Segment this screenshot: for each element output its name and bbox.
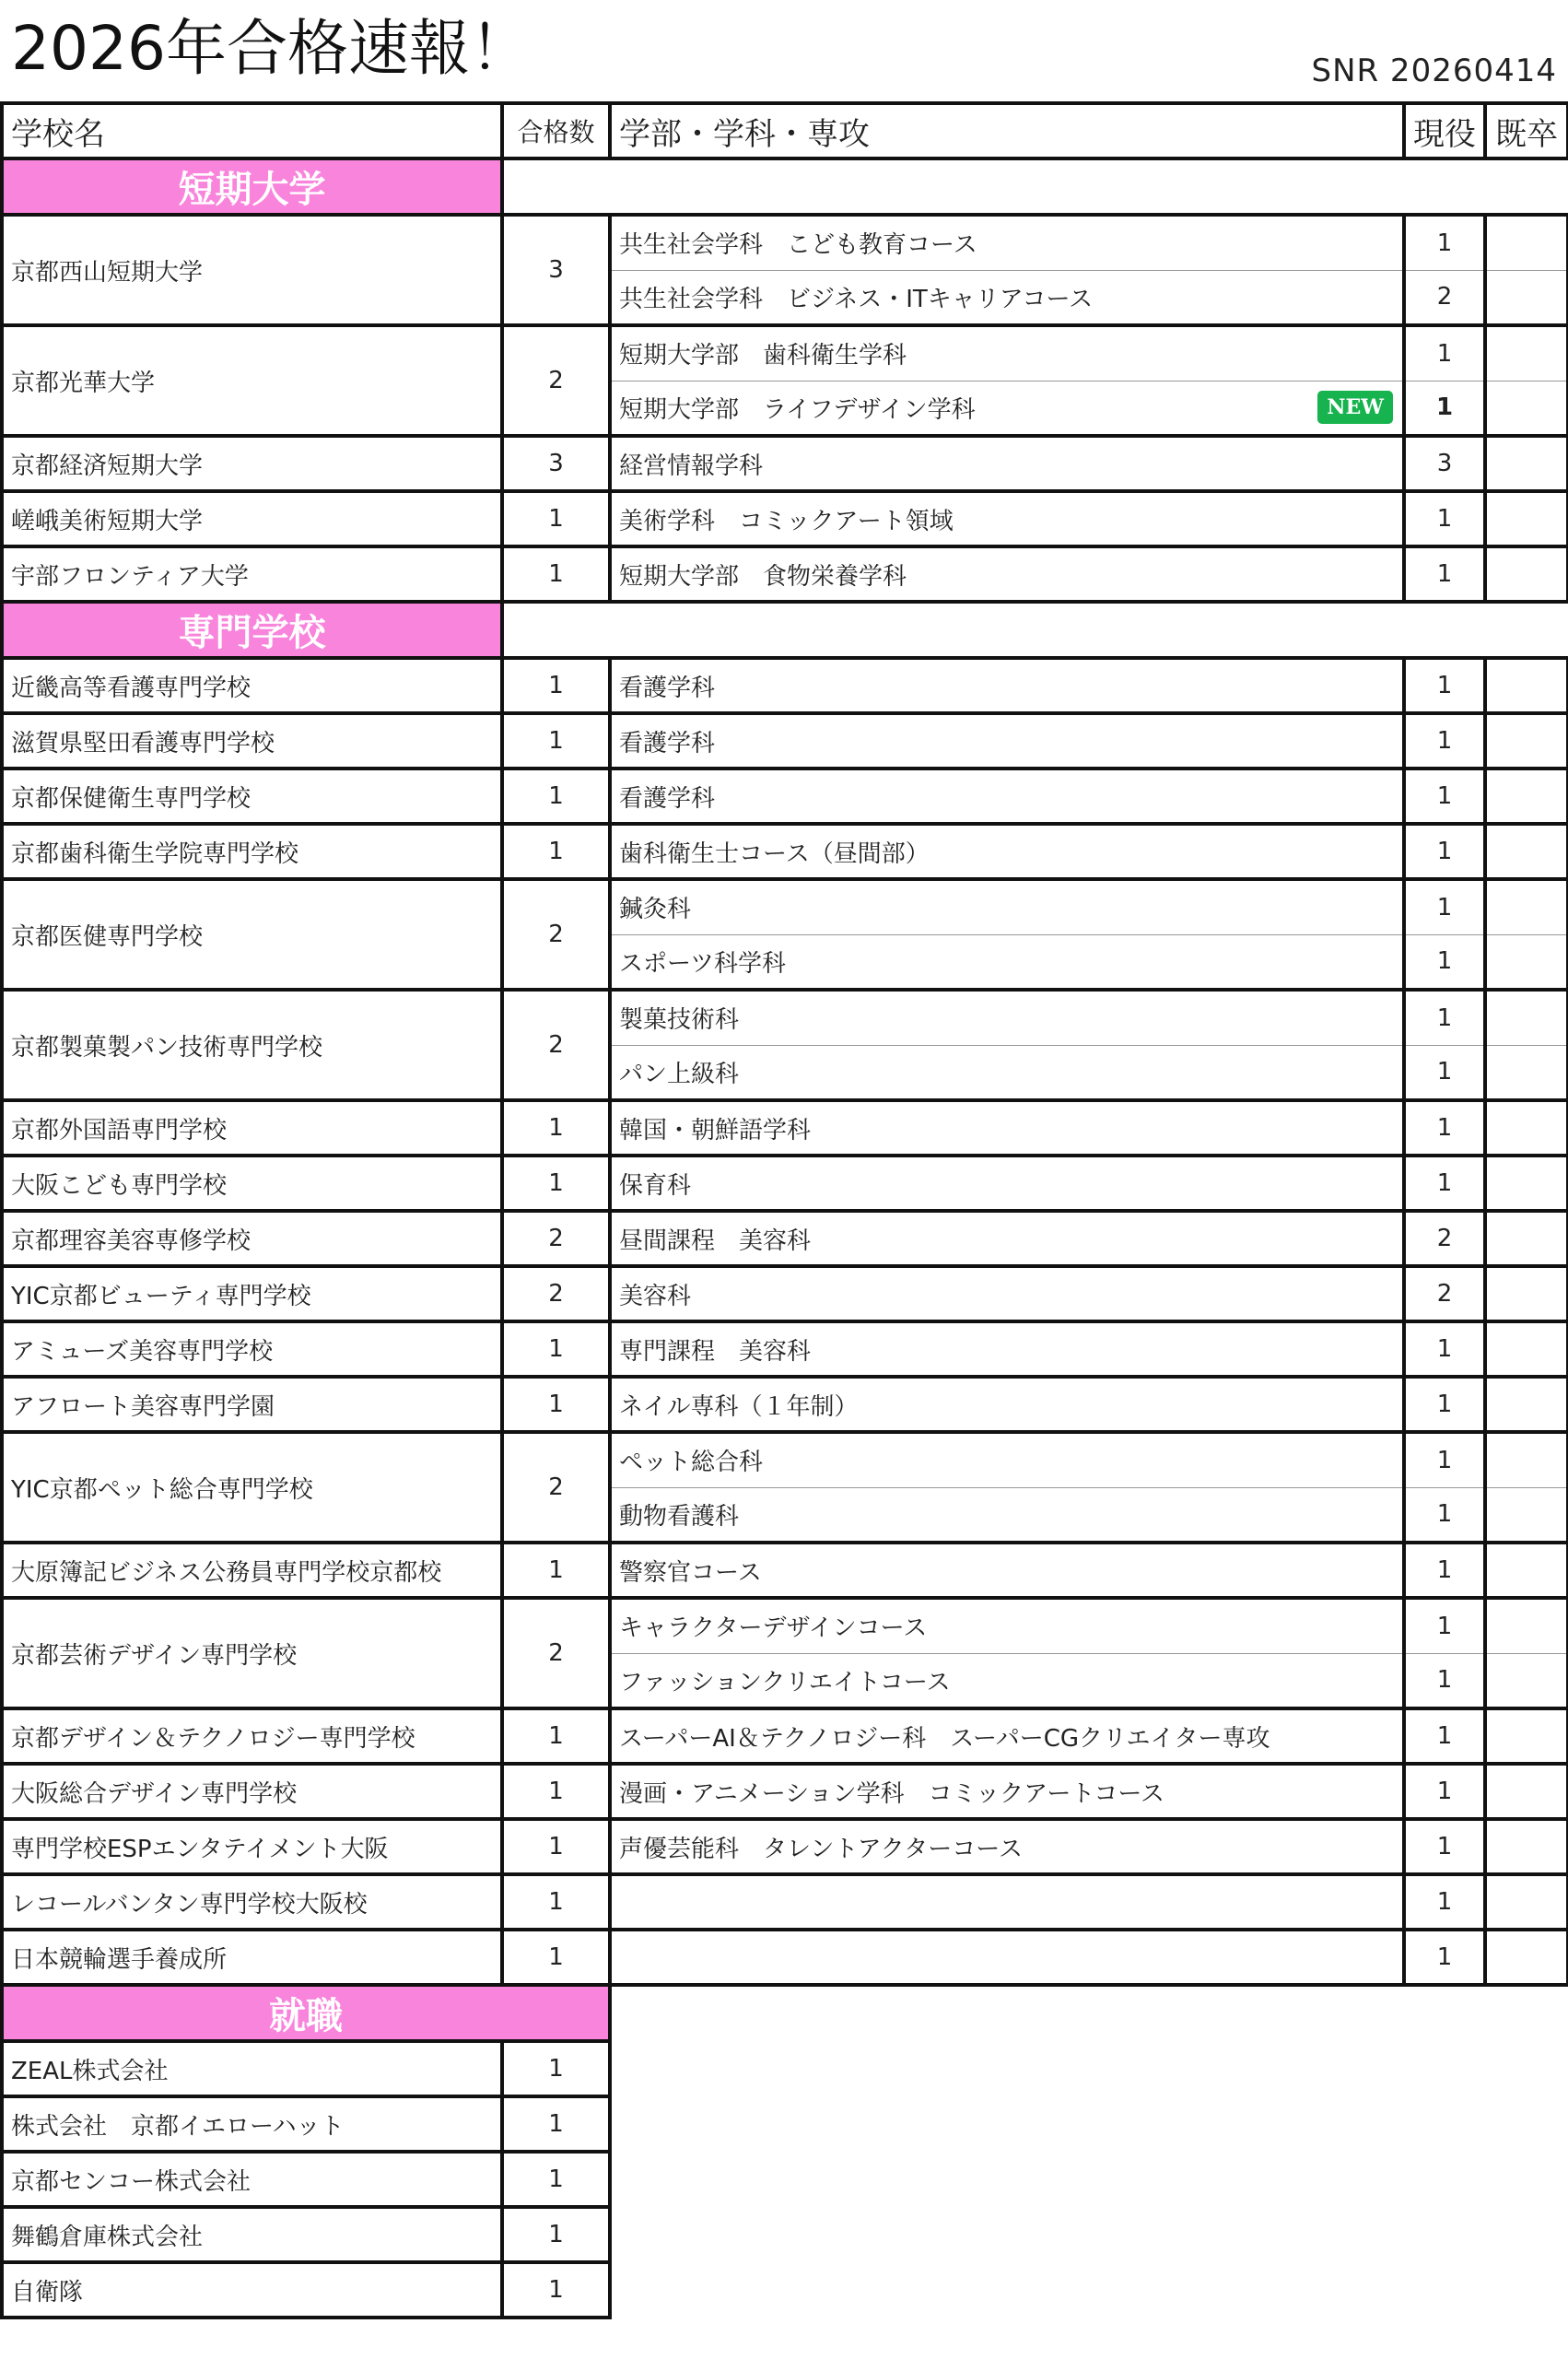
hire-count: 1 [502,2207,610,2262]
graduate-count [1485,658,1568,713]
pass-count: 1 [502,546,610,602]
department-cell [610,491,1404,546]
table-row [2,2262,1568,2318]
department-cell [610,215,1404,270]
school-name: 京都経済短期大学 [2,436,502,491]
department-cell [610,1708,1404,1764]
table-row [2,713,1568,769]
school-name: YIC京都ビューティ専門学校 [2,1266,502,1321]
graduate-count [1485,1377,1568,1432]
current-count: 1 [1404,658,1485,713]
department-cell [610,270,1404,325]
section-row [2,602,1568,658]
school-name: 専門学校ESPエンタテイメント大阪 [2,1819,502,1874]
pass-count: 1 [502,1874,610,1930]
graduate-count [1485,1211,1568,1266]
pass-count: 1 [502,1543,610,1598]
school-name: 京都光華大学 [2,325,502,436]
current-count: 1 [1404,546,1485,602]
current-count: 1 [1404,325,1485,381]
graduate-count [1485,769,1568,824]
current-count: 1 [1404,491,1485,546]
department-cell [610,824,1404,879]
department-label: 経営情報学科 [619,452,764,480]
school-name: 日本競輪選手養成所 [2,1930,502,1985]
department-cell [610,1819,1404,1874]
table-row [2,1598,1568,1653]
graduate-count [1485,215,1568,270]
graduate-count [1485,1708,1568,1764]
graduate-count [1485,990,1568,1045]
school-name: 京都歯科衛生学院専門学校 [2,824,502,879]
table-row [2,1874,1568,1930]
table-row [2,325,1568,381]
current-count: 1 [1404,1819,1485,1874]
department-cell [610,1598,1404,1653]
section-blank [502,602,1568,658]
school-name: 京都外国語専門学校 [2,1100,502,1156]
table-row [2,2096,1568,2152]
company-name: 舞鶴倉庫株式会社 [2,2207,502,2262]
department-label: 昼間課程 美容科 [619,1226,812,1255]
graduate-count [1485,1819,1568,1874]
table-row [2,879,1568,934]
school-name: 京都デザイン＆テクノロジー専門学校 [2,1708,502,1764]
table-row [2,769,1568,824]
department-label: スーパーAI＆テクノロジー科 スーパーCGクリエイター専攻 [619,1724,1270,1753]
graduate-count [1485,713,1568,769]
current-count: 1 [1404,990,1485,1045]
department-label: 美容科 [619,1282,692,1310]
graduate-count [1485,1487,1568,1543]
table-row [2,2152,1568,2207]
current-count: 3 [1404,436,1485,491]
department-cell [610,934,1404,990]
table-row [2,1930,1568,1985]
table-row [2,215,1568,270]
graduate-count [1485,1266,1568,1321]
school-name: レコールバンタン専門学校大阪校 [2,1874,502,1930]
graduate-count [1485,1321,1568,1377]
table-row [2,546,1568,602]
table-row [2,1321,1568,1377]
table-row [2,1543,1568,1598]
table-row [2,1432,1568,1487]
school-name: 京都保健衛生専門学校 [2,769,502,824]
department-label: ファッションクリエイトコース [619,1668,951,1696]
department-cell [610,1487,1404,1543]
department-label: パン上級科 [619,1060,740,1088]
header-graduate: 既卒 [1485,103,1568,158]
table-row [2,2207,1568,2262]
table-row [2,1764,1568,1819]
department-label: 看護学科 [619,674,716,702]
department-cell [610,879,1404,934]
pass-count: 3 [502,215,610,325]
pass-count: 1 [502,1377,610,1432]
department-cell [610,990,1404,1045]
department-label: ペット総合科 [619,1449,764,1477]
current-count: 1 [1404,824,1485,879]
current-count: 1 [1404,879,1485,934]
department-cell [610,713,1404,769]
table-row [2,1266,1568,1321]
department-cell [610,325,1404,381]
graduate-count [1485,1874,1568,1930]
row-blank [610,2152,1568,2207]
company-name: 自衛隊 [2,2262,502,2318]
pass-count: 1 [502,713,610,769]
department-cell [610,1211,1404,1266]
current-count: 1 [1404,769,1485,824]
row-blank [610,2041,1568,2096]
header-school: 学校名 [2,103,502,158]
current-count: 1 [1404,1377,1485,1432]
department-label: 歯科衛生士コース（昼間部） [619,839,930,868]
header-dept: 学部・学科・専攻 [610,103,1404,158]
table-row [2,824,1568,879]
graduate-count [1485,1045,1568,1100]
department-label: 短期大学部 食物栄養学科 [619,562,907,591]
pass-count: 2 [502,990,610,1100]
pass-count: 1 [502,1764,610,1819]
graduate-count [1485,1598,1568,1653]
graduate-count [1485,325,1568,381]
department-cell [610,1543,1404,1598]
pass-count: 1 [502,1156,610,1211]
department-cell [610,1874,1404,1930]
pass-count: 1 [502,1321,610,1377]
department-label: 共生社会学科 こども教育コース [619,231,977,260]
department-cell [610,1266,1404,1321]
pass-count: 3 [502,436,610,491]
school-name: 近畿高等看護専門学校 [2,658,502,713]
pass-count: 2 [502,879,610,990]
hire-count: 1 [502,2041,610,2096]
department-label: ネイル専科（１年制） [619,1392,859,1421]
department-label: 短期大学部 ライフデザイン学科 [619,395,976,424]
department-cell [610,1653,1404,1708]
row-blank [610,2262,1568,2318]
page-title: 2026年合格速報！ [11,13,531,84]
department-label: 美術学科 コミックアート領域 [619,507,954,535]
graduate-count [1485,934,1568,990]
pass-count: 1 [502,658,610,713]
department-cell [610,769,1404,824]
company-name: ZEAL株式会社 [2,2041,502,2096]
table-row [2,1708,1568,1764]
school-name: アフロート美容専門学園 [2,1377,502,1432]
current-count: 1 [1404,1764,1485,1819]
table-row [2,2041,1568,2096]
section-blank [610,1985,1568,2041]
pass-count: 1 [502,1930,610,1985]
header-row [2,103,1568,158]
department-label: 看護学科 [619,784,716,813]
department-cell [610,1432,1404,1487]
department-label: スポーツ科学科 [619,949,786,978]
current-count: 1 [1404,381,1485,436]
current-count: 1 [1404,934,1485,990]
department-cell [610,1930,1404,1985]
pass-count: 2 [502,1432,610,1543]
table-row [2,1377,1568,1432]
section-heading: 専門学校 [2,602,502,658]
department-label: 動物看護科 [619,1502,740,1531]
graduate-count [1485,1764,1568,1819]
pass-count: 1 [502,769,610,824]
current-count: 1 [1404,1930,1485,1985]
graduate-count [1485,824,1568,879]
pass-count: 1 [502,1100,610,1156]
graduate-count [1485,879,1568,934]
department-label: 声優芸能科 タレントアクターコース [619,1835,1023,1863]
department-cell [610,546,1404,602]
pass-count: 2 [502,1266,610,1321]
current-count: 1 [1404,1598,1485,1653]
department-label: 韓国・朝鮮語学科 [619,1116,812,1144]
department-cell [610,658,1404,713]
header-current: 現役 [1404,103,1485,158]
graduate-count [1485,436,1568,491]
department-cell [610,1377,1404,1432]
department-label: 鍼灸科 [619,896,692,924]
current-count: 1 [1404,215,1485,270]
hire-count: 1 [502,2152,610,2207]
graduate-count [1485,491,1568,546]
current-count: 1 [1404,1321,1485,1377]
department-cell [610,1321,1404,1377]
graduate-count [1485,1156,1568,1211]
current-count: 2 [1404,1211,1485,1266]
school-name: 大阪こども専門学校 [2,1156,502,1211]
table-row [2,1156,1568,1211]
pass-count: 2 [502,1211,610,1266]
table-row [2,1100,1568,1156]
department-label: 短期大学部 歯科衛生学科 [619,342,907,370]
row-blank [610,2207,1568,2262]
graduate-count [1485,546,1568,602]
department-label: 保育科 [619,1171,692,1200]
department-label: 警察官コース [619,1558,762,1587]
school-name: 京都西山短期大学 [2,215,502,325]
current-count: 2 [1404,1266,1485,1321]
department-cell [610,436,1404,491]
table-row [2,1211,1568,1266]
school-name: 大阪総合デザイン専門学校 [2,1764,502,1819]
current-count: 1 [1404,713,1485,769]
table-row [2,990,1568,1045]
graduate-count [1485,1100,1568,1156]
department-cell [610,1156,1404,1211]
current-count: 1 [1404,1156,1485,1211]
graduate-count [1485,381,1568,436]
department-cell [610,1764,1404,1819]
school-name: 京都製菓製パン技術専門学校 [2,990,502,1100]
document-code: SNR 20260414 [1311,53,1557,89]
current-count: 2 [1404,270,1485,325]
company-name: 京都センコー株式会社 [2,2152,502,2207]
new-badge: NEW [1317,391,1393,424]
department-label: 看護学科 [619,729,716,757]
school-name: 大原簿記ビジネス公務員専門学校京都校 [2,1543,502,1598]
department-cell [610,1100,1404,1156]
school-name: YIC京都ペット総合専門学校 [2,1432,502,1543]
table-row [2,658,1568,713]
pass-count: 1 [502,491,610,546]
header-count: 合格数 [502,103,610,158]
pass-count: 2 [502,325,610,436]
table-row [2,491,1568,546]
current-count: 1 [1404,1874,1485,1930]
school-name: 嵯峨美術短期大学 [2,491,502,546]
graduate-count [1485,1543,1568,1598]
pass-count: 1 [502,1819,610,1874]
current-count: 1 [1404,1487,1485,1543]
department-label: 製菓技術科 [619,1006,740,1035]
department-label: 漫画・アニメーション学科 コミックアートコース [619,1779,1165,1808]
school-name: 滋賀県堅田看護専門学校 [2,713,502,769]
hire-count: 1 [502,2262,610,2318]
pass-count: 1 [502,1708,610,1764]
graduate-count [1485,1930,1568,1985]
school-name: 京都芸術デザイン専門学校 [2,1598,502,1708]
pass-count: 1 [502,824,610,879]
section-heading: 短期大学 [2,158,502,215]
department-cell [610,381,1404,436]
company-name: 株式会社 京都イエローハット [2,2096,502,2152]
section-blank [502,158,1568,215]
department-label: 共生社会学科 ビジネス・ITキャリアコース [619,285,1094,313]
graduate-count [1485,1432,1568,1487]
hire-count: 1 [502,2096,610,2152]
section-row [2,1985,1568,2041]
section-heading: 就職 [2,1985,610,2041]
school-name: 宇部フロンティア大学 [2,546,502,602]
graduate-count [1485,1653,1568,1708]
current-count: 1 [1404,1045,1485,1100]
pass-count: 2 [502,1598,610,1708]
current-count: 1 [1404,1653,1485,1708]
current-count: 1 [1404,1708,1485,1764]
table-row [2,436,1568,491]
current-count: 1 [1404,1543,1485,1598]
department-label: 専門課程 美容科 [619,1337,812,1366]
department-label: キャラクターデザインコース [619,1614,928,1643]
department-cell [610,1045,1404,1100]
current-count: 1 [1404,1432,1485,1487]
section-row [2,158,1568,215]
table-row [2,1819,1568,1874]
row-blank [610,2096,1568,2152]
graduate-count [1485,270,1568,325]
results-table [0,101,1568,2319]
school-name: 京都理容美容専修学校 [2,1211,502,1266]
current-count: 1 [1404,1100,1485,1156]
school-name: 京都医健専門学校 [2,879,502,990]
school-name: アミューズ美容専門学校 [2,1321,502,1377]
